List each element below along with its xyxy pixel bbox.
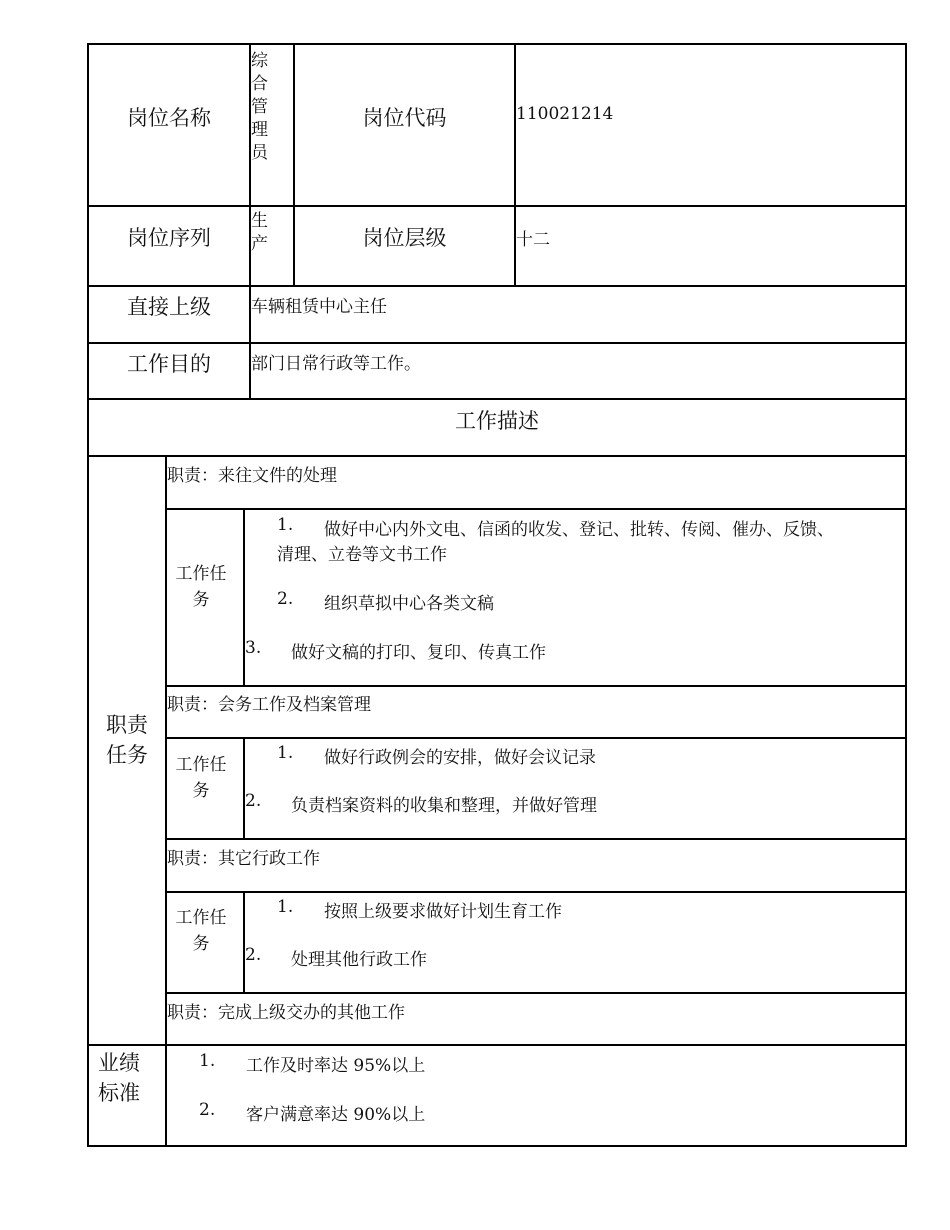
performance-number: 1. — [199, 1051, 216, 1071]
post-name-value: 综合管理员 — [251, 51, 268, 163]
post-series-label: 岗位序列 — [127, 226, 211, 250]
task-number: 3. — [245, 638, 262, 658]
performance-text: 客户满意率达 90%以上 — [246, 1105, 426, 1125]
supervisor-value: 车辆租赁中心主任 — [251, 297, 387, 317]
task-text-continued: 清理、立卷等文书工作 — [277, 545, 447, 565]
task-label: 工作任务 — [175, 908, 227, 954]
post-name-label: 岗位名称 — [127, 106, 211, 130]
task-number: 2. — [245, 791, 262, 811]
task-number: 1. — [277, 897, 294, 917]
duty-title: 职责：其它行政工作 — [167, 849, 320, 869]
duty-title: 职责：完成上级交办的其他工作 — [167, 1003, 405, 1023]
task-text: 做好文稿的打印、复印、传真工作 — [291, 643, 546, 663]
post-level-label: 岗位层级 — [362, 226, 447, 250]
purpose-label: 工作目的 — [127, 352, 211, 376]
task-label: 工作任务 — [175, 564, 227, 610]
post-code-label: 岗位代码 — [362, 106, 447, 130]
post-level-value: 十二 — [516, 230, 550, 250]
task-number: 2. — [277, 589, 294, 609]
task-text: 做好行政例会的安排，做好会议记录 — [324, 748, 596, 768]
supervisor-label: 直接上级 — [127, 295, 211, 319]
duties-label: 职责任务 — [106, 713, 148, 767]
task-label: 工作任务 — [175, 755, 227, 801]
duty-title: 职责：来往文件的处理 — [167, 466, 337, 486]
purpose-value: 部门日常行政等工作。 — [251, 354, 421, 374]
task-text: 负责档案资料的收集和整理，并做好管理 — [291, 796, 597, 816]
post-code-value: 110021214 — [516, 104, 614, 124]
performance-number: 2. — [199, 1100, 216, 1120]
duty-title: 职责：会务工作及档案管理 — [167, 695, 371, 715]
performance-text: 工作及时率达 95%以上 — [246, 1056, 426, 1076]
task-number: 1. — [277, 515, 294, 535]
task-number: 1. — [277, 743, 294, 763]
task-number: 2. — [245, 945, 262, 965]
task-text: 按照上级要求做好计划生育工作 — [324, 902, 562, 922]
performance-label: 业绩标准 — [98, 1051, 140, 1105]
task-text: 组织草拟中心各类文稿 — [324, 594, 494, 614]
post-series-value: 生产 — [251, 211, 268, 254]
task-text: 处理其他行政工作 — [291, 950, 427, 970]
section-title: 工作描述 — [455, 409, 539, 433]
task-text: 做好中心内外文电、信函的收发、登记、批转、传阅、催办、反馈、 — [324, 520, 834, 540]
